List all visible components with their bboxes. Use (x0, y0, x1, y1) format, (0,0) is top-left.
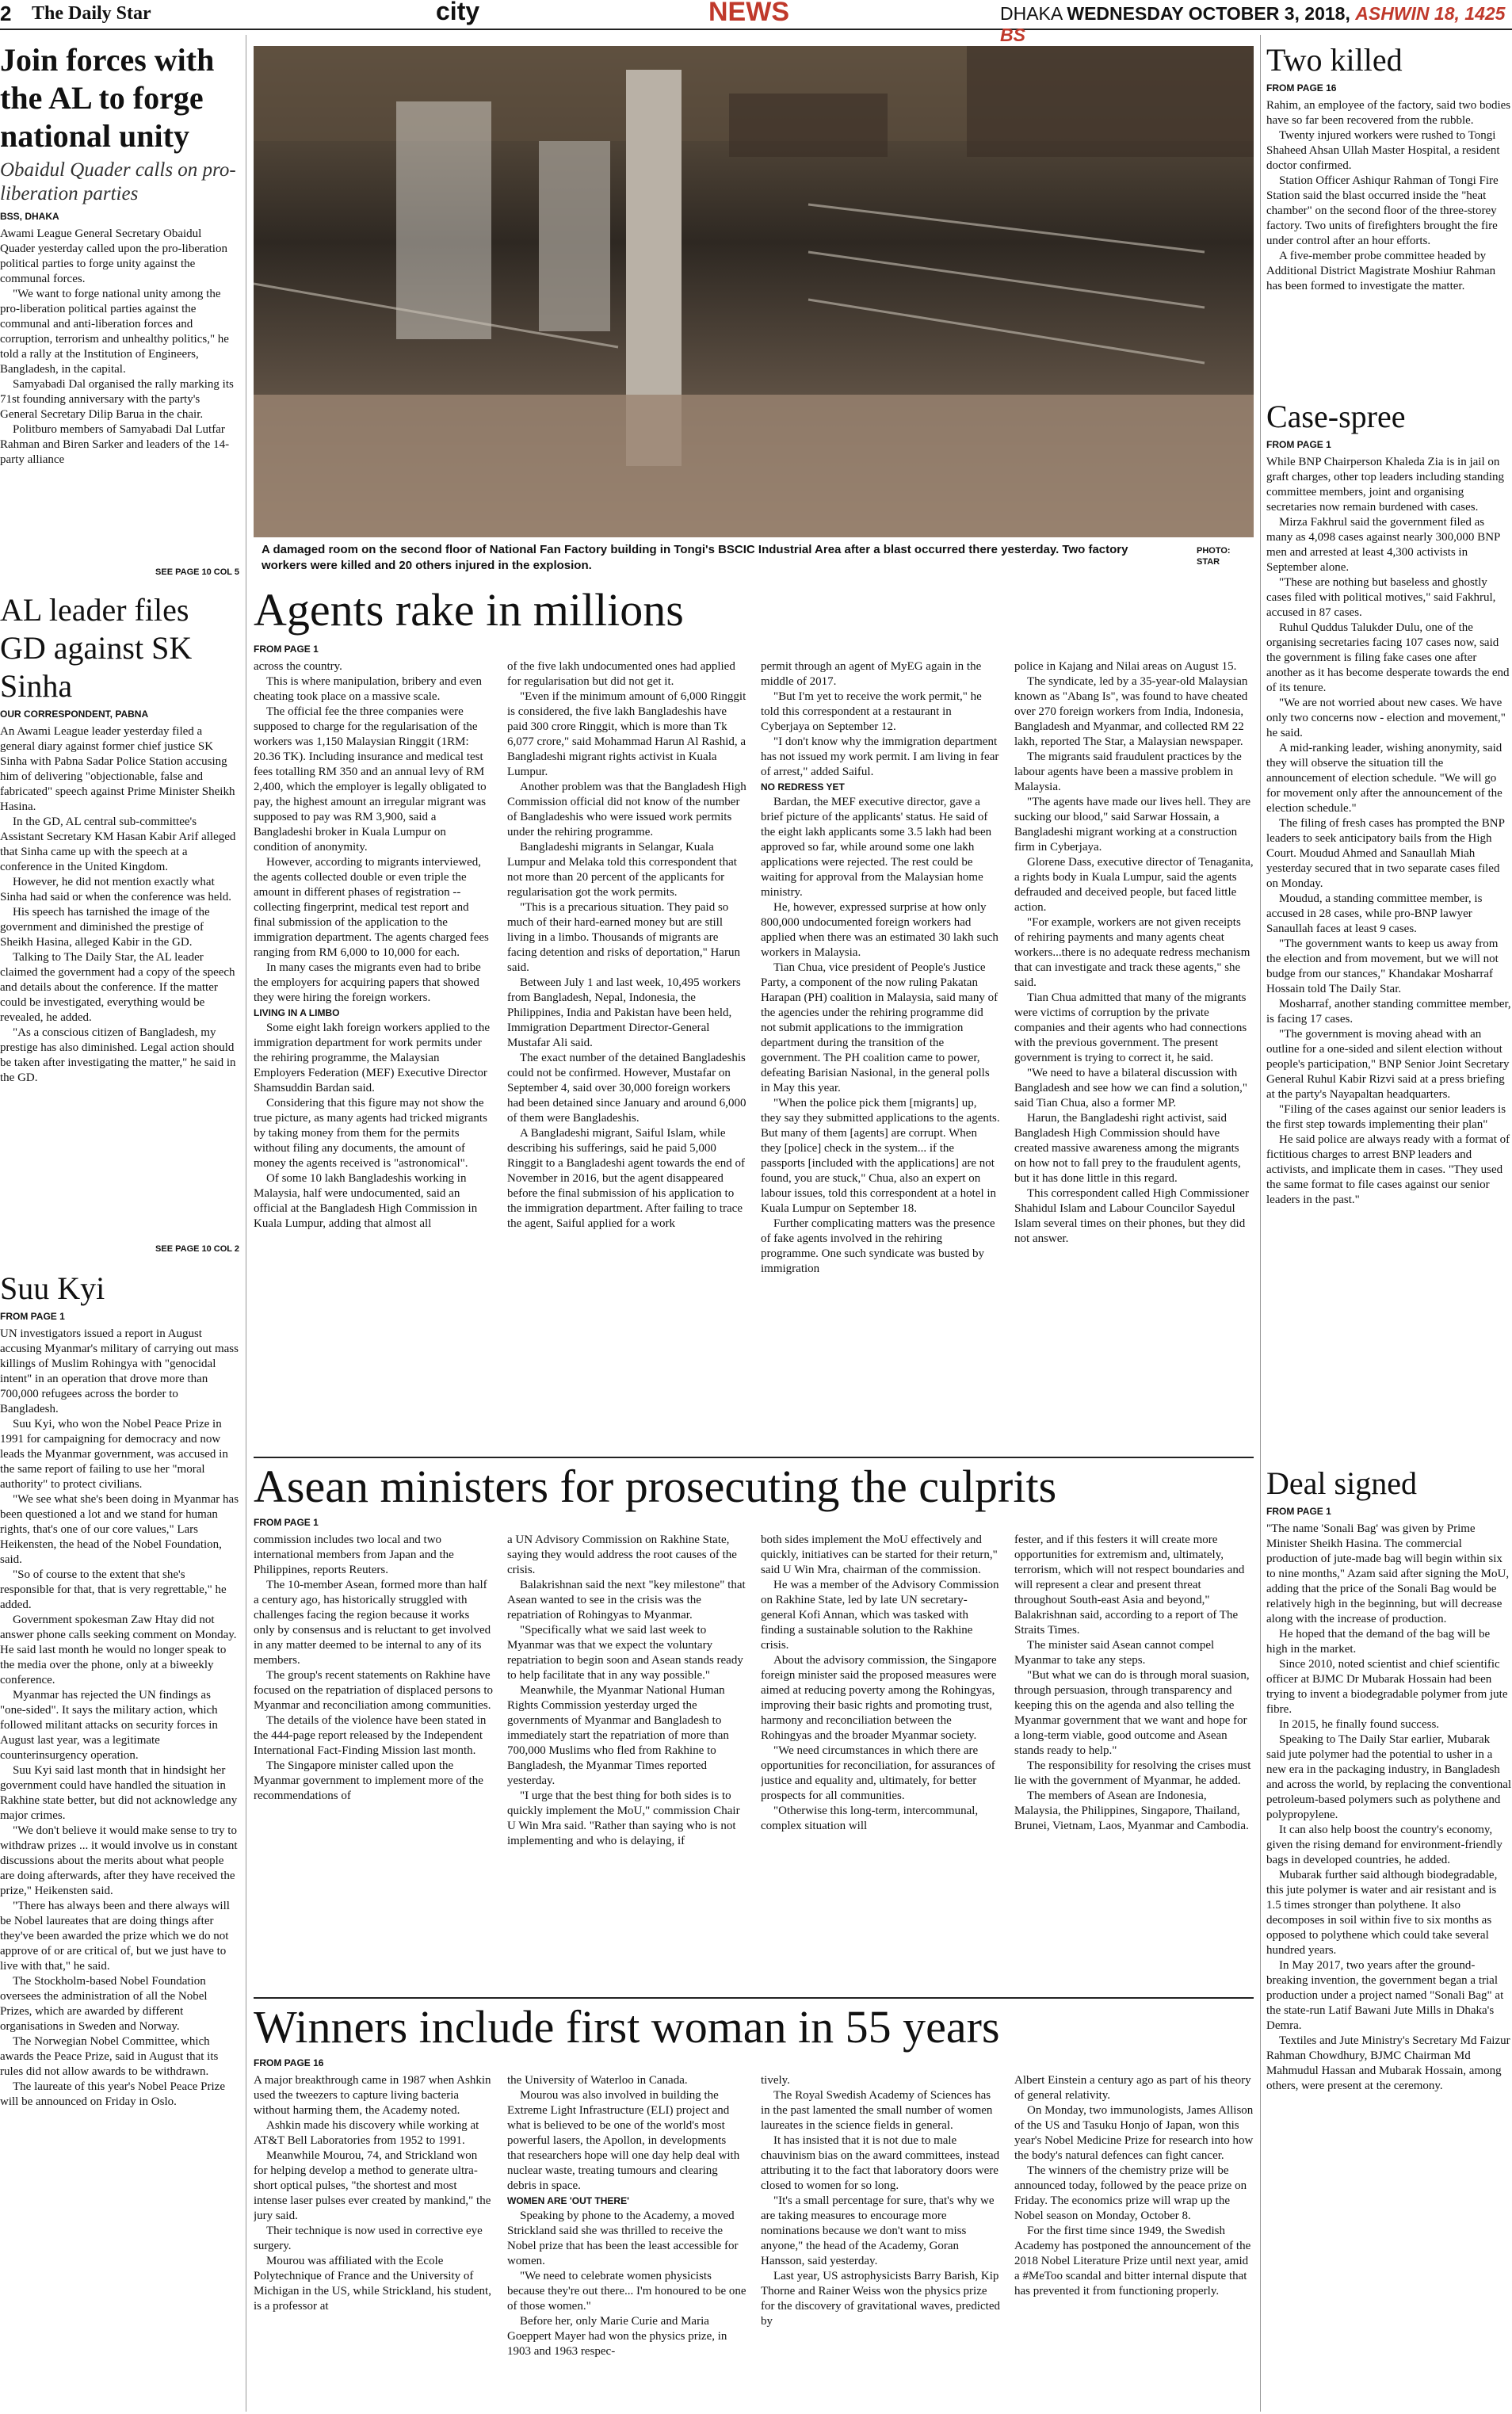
paragraph: Harun, the Bangladeshi right activist, said Bangladesh High Commission should have created massive awareness among the migrants on how not to fall prey to the fraudulent agents, but it has done little in this regard. (1014, 1111, 1241, 1185)
story-byline: FROM PAGE 1 (254, 1516, 319, 1528)
paragraph: Station Officer Ashiqur Rahman of Tongi Fire Station said the blast occurred inside the "heat chamber" on the second floor of the three-storey factory. Two units of firefighters brought the fire under control after an hour efforts. (1266, 174, 1499, 247)
story-body (1266, 98, 1512, 399)
story-column (761, 1533, 1000, 1866)
paragraph: The official fee the three companies were supposed to charge for the regularisation of the workers was 1,150 Malaysian Ringgit (1RM: 20.36 TK). Including insurance and medical test fees totalling RM 350 and an annual levy of RM 2,400, which the employer is legally obligated to pay, the highest amount an irregular migrant was supposed to pay was RM 3,900, said a Bangladeshi broker in Kuala Lumpur on condition of anonymity. (254, 705, 487, 854)
story-columns (254, 2073, 1254, 2414)
paragraph: "When the police pick them [migrants] up, they say they submitted applications to the agents. But many of them [agents] are corrupt. When they [police] check in the system... if the passports [included with the applications] are not found, you are stuck," Chua, also an expert on labour issues, told this correspondent at a hotel in Kuala Lumpur on September 18. (761, 1096, 1000, 1215)
story-winners (254, 2002, 1254, 2411)
paragraph: "We need to celebrate women physicists because they're out there... I'm honoured to be one of those women." (507, 2269, 746, 2313)
paragraph: A Bangladeshi migrant, Saiful Islam, while describing his sufferings, said he paid 5,000 Ringgit to a Bangladeshi agent towards the end of November in 2016, but the agent disappeared before the final submission of his application to the immigration department. After failing to trace the agent, Saiful applied for a work (507, 1126, 745, 1230)
story-agents-rake (254, 585, 1254, 1457)
newspaper-logo: The Daily Star (32, 3, 151, 24)
paragraph: tively. (761, 2073, 790, 2087)
story-column (254, 2073, 493, 2414)
story-column (1014, 659, 1254, 1452)
paragraph: Suu Kyi, who won the Nobel Peace Prize in 1991 for campaigning for democracy and now leads the Myanmar government, was accused in the same report of failing to use her "moral authority" to protect civilians. (0, 1418, 228, 1491)
story-case-spree (1266, 398, 1512, 1460)
paragraph: Speaking by phone to the Academy, a moved Strickland said she was thrilled to receive the Nobel prize that has been the least accessible for women. (507, 2209, 739, 2267)
paragraph: both sides implement the MoU effectively and quickly, initiatives can be started for their return," said U Win Mra, chairman of the commission. (761, 1533, 998, 1576)
paragraph: a UN Advisory Commission on Rakhine State, saying they would address the root causes of the crisis. (507, 1533, 737, 1576)
story-byline: BSS, DHAKA (0, 211, 59, 222)
paragraph: On Monday, two immunologists, James Allison of the US and Tasuku Honjo of Japan, won this year's Nobel Medicine Prize for research into how the body's natural defences can fight cancer. (1014, 2103, 1254, 2162)
paragraph: This is where manipulation, bribery and even cheating took place on a massive scale. (254, 674, 483, 703)
paragraph: "Specifically what we said last week to Myanmar was that we expect the voluntary repatriation to begin soon and Asean stands ready to help facilitate that in any way possible." (507, 1623, 743, 1682)
paragraph: "We see what she's been doing in Myanmar has been questioned a lot and we stand for human rights, that's one of our core values," Lars Heikensten, the head of the Nobel Foundation, said. (0, 1493, 239, 1566)
paragraph: "But I'm yet to receive the work permit," he told this correspondent at a restaurant in Cyberjaya on September 12. (761, 689, 982, 733)
paragraph: "But what we can do is through moral suasion, through persuasion, through transparency and keeping this on the agenda and also telling the Myanmar government that we want and hope for a long-term viable, good outcome and Asean stands ready to help." (1014, 1668, 1250, 1757)
paragraph: Meanwhile, the Myanmar National Human Rights Commission yesterday urged the governments of Myanmar and Bangladesh to immediately start the repatriation of more than 700,000 Muslims who fled from Rakhine to Bangladesh, the Myanmar Times reported yesterday. (507, 1683, 729, 1787)
story-column (1014, 2073, 1254, 2414)
story-column (1014, 1533, 1254, 1866)
story-asean (254, 1461, 1254, 1858)
story-byline: FROM PAGE 1 (254, 643, 319, 655)
see-page-link[interactable]: SEE PAGE 10 COL 5 (155, 567, 239, 577)
story-column (507, 2073, 746, 2414)
paragraph: The minister said Asean cannot compel Myanmar to take any steps. (1014, 1638, 1215, 1667)
see-page-link[interactable]: SEE PAGE 10 COL 2 (155, 1244, 239, 1254)
paragraph: "I urge that the best thing for both sides is to quickly implement the MoU," commission Chair U Win Mra said. "Rather than saying who is not implementing and who is delaying, if (507, 1789, 740, 1847)
photo-credit-name: STAR (1197, 557, 1220, 567)
paragraph: Last year, US astrophysicists Barry Barish, Kip Thorne and Rainer Weiss won the physics prize for the discovery of gravitational waves, predicted by (761, 2269, 1000, 2328)
paragraph: A mid-ranking leader, wishing anonymity, said they will observe the situation till the announcement of election schedule. "We will go for movement only after the announcement of the election schedule." (1266, 742, 1502, 815)
paragraph: "The name 'Sonali Bag' was given by Prime Minister Sheikh Hasina. The commercial production of jute-made bag will begin within six to nine months," Azam said after signing the MoU, adding that the price of the Sonali Bag would be relatively high in the beginning, but will decrease along with the increase of production. (1266, 1522, 1510, 1625)
paragraph: A five-member probe committee headed by Additional District Magistrate Moshiur Rahman has been formed to investigate the matter. (1266, 250, 1496, 292)
story-join-forces (0, 41, 239, 586)
subheading: WOMEN ARE 'OUT THERE' (507, 2194, 629, 2206)
paragraph: The laureate of this year's Nobel Peace Prize will be announced on Friday in Oslo. (0, 2080, 226, 2108)
paragraph: In 2015, he finally found success. (1279, 1718, 1440, 1731)
paragraph: the University of Waterloo in Canada. (507, 2073, 688, 2087)
paragraph: Ashkin made his discovery while working at AT&T Bell Laboratories from 1952 to 1991. (254, 2118, 479, 2147)
paragraph: Bangladeshi migrants in Selangar, Kuala Lumpur and Melaka told this correspondent that not more than 20 percent of the applicants for regularisation got the work permits. (507, 840, 737, 899)
paragraph: However, according to migrants interviewed, the agents collected double or even triple the amount in different phases of registration -- collecting fingerprint, medical test report and final submission of the application to the immigration department. The agents charged fees ranging from RM 6,000 to 10,000 for each. (254, 855, 489, 959)
paragraph: In the GD, AL central sub-committee's Assistant Secretary KM Hasan Kabir Arif alleged that Sinha came up with the speech at a conference in the United Kingdom. (0, 815, 236, 873)
paragraph: across the country. (254, 659, 342, 673)
paragraph: Politburo members of Samyabadi Dal Lutfar Rahman and Biren Sarker and leaders of the 14-party alliance (0, 423, 230, 466)
paragraph: The syndicate, led by a 35-year-old Malaysian known as "Abang Is", was found to have cheated over 270 foreign workers from India, Indonesia, Bangladesh and Myanmar, and collected RM 22 lakh, reported The Star, a Malaysian newspaper. (1014, 674, 1248, 748)
paragraph: "Otherwise this long-term, intercommunal, complex situation will (761, 1804, 979, 1832)
story-byline: FROM PAGE 1 (0, 1311, 65, 1322)
paragraph: Albert Einstein a century ago as part of his theory of general relativity. (1014, 2073, 1251, 2102)
photo-caption: A damaged room on the second floor of National Fan Factory building in Tongi's BSCIC Industrial Area after a blast occurred there yesterday. Two factory workers were killed and 20 others injured in the explosion. (262, 543, 1128, 572)
story-column (761, 2073, 1000, 2414)
paragraph: Considering that this figure may not show the true picture, as many agents had tricked migrants by taking money from them for the permits without filing any documents, the amount of money the agents received is "astronomical". (254, 1096, 487, 1170)
story-column (254, 659, 493, 1452)
paragraph: "These are nothing but baseless and ghostly cases filed with political motives," said Fakhrul, accused in 87 cases. (1266, 576, 1496, 619)
story-headline: Winners include first woman in 55 years (254, 2001, 1000, 2053)
paragraph: Government spokesman Zaw Htay did not answer phone calls seeking comment on Monday. He said last month he would no longer speak to the media over the phone, only at a biweekly conference. (0, 1614, 237, 1686)
paragraph: Speaking to The Daily Star earlier, Mubarak said jute polymer had the potential to usher in a new era in the packaging industry, in Bangladesh and across the world, by replacing the conventional petroleum-based polymers such as polythene and polypropylene. (1266, 1733, 1512, 1821)
paragraph: About the advisory commission, the Singapore foreign minister said the proposed measures were aimed at reducing poverty among the Rohingyas, improving their basic rights and promoting trust, harmony and reconciliation between the Rohingyas and the broader Myanmar society. (761, 1653, 997, 1742)
story-headline: Agents rake in millions (254, 584, 684, 636)
paragraph: The migrants said fraudulent practices by the labour agents have been a massive problem in Malaysia. (1014, 750, 1242, 793)
paragraph: Tian Chua, vice president of People's Justice Party, a component of the now ruling Pakatan Harapan (PH) coalition in Malaysia, said many of the agencies under the rehiring programme did not submit applications to the immigration department during the transition of the government. The PH coalition came to power, defeating Barisian Nasional, in the general polls in May this year. (761, 961, 998, 1094)
story-headline: Join forces with the AL to forge national unity (0, 42, 215, 154)
dateline-bangla: ASHWIN 18, 1425 BS (1000, 3, 1506, 45)
story-body (1266, 1522, 1512, 2409)
story-two-killed (1266, 41, 1512, 382)
paragraph: "Even if the minimum amount of 6,000 Ringgit is considered, the five lakh Bangladeshis have paid 300 crore Ringgit, which is more than Tk 6,077 crore," said Mohammad Harun Al Rashid, a Bangladeshi migrant rights activist in Kuala Lumpur. (507, 689, 746, 778)
story-suu-kyi (0, 1270, 239, 2411)
paragraph: Samyabadi Dal organised the rally marking its 71st founding anniversary with the party's General Secretary Dilip Barua in the chair. (0, 378, 234, 421)
paragraph: However, he did not mention exactly what Sinha had said or when the conference was held. (0, 876, 231, 903)
paragraph: commission includes two local and two international members from Japan and the Philippines, reports Reuters. (254, 1533, 454, 1576)
paragraph: This correspondent called High Commissioner Shahidul Islam and Labour Councilor Sayedul Islam several times on their phones, but they did not answer. (1014, 1186, 1249, 1245)
paragraph: "We don't believe it would make sense to try to withdraw prizes ... it would involve us in constant discussions about the merits about what people are doing afterwards, after they have received the prize," Heikensten said. (0, 1824, 238, 1897)
paragraph: "I don't know why the immigration department has not issued my work permit. I am living in fear of arrest," added Saiful. (761, 735, 999, 778)
subheading: LIVING IN A LIMBO (254, 1006, 340, 1018)
section-name: city (436, 0, 480, 25)
paragraph: Ruhul Quddus Talukder Dulu, one of the organising secretaries facing 107 cases now, said the government is filing fake cases one after another as it has become desperate towards the end of its tenure. (1266, 621, 1510, 694)
story-headline: Asean ministers for prosecuting the culprits (254, 1461, 1057, 1512)
paragraph: "It's a small percentage for sure, that's why we are taking measures to encourage more nominations because we don't want to miss anyone," the head of the Academy, Goran Hansson, said yesterday. (761, 2194, 995, 2267)
paragraph: Further complicating matters was the presence of fake agents involved in the rehiring programme. One such syndicate was busted by immigration (761, 1217, 995, 1275)
paragraph: "The agents have made our lives hell. They are sucking our blood," said Sarwar Hossain, a Bangladeshi migrant working at a construction firm in Cyberjaya. (1014, 795, 1250, 854)
dateline-city: DHAKA (1000, 3, 1062, 24)
paragraph: "The government is moving ahead with an outline for a one-sided and silent election without people's participation," BNP Senior Joint Secretary General Ruhul Kabir Rizvi said at a press briefing at the party's Nayapaltan headquarters. (1266, 1028, 1510, 1101)
paragraph: He, however, expressed surprise at how only 800,000 undocumented foreign workers had applied when there was an estimated 30 lakh such workers in Malaysia. (761, 900, 998, 959)
paragraph: "For example, workers are not given receipts of rehiring payments and many agents cheat workers...there is no adequate redress mechanism that can investigate and track these agents," she said. (1014, 915, 1250, 989)
paragraph: Mubarak further said although biodegradable, this jute polymer is water and air resistant and is 1.5 times stronger than polythene. It also decomposes in soil within five to six months as opposed to polythene which could take several hundred years. (1266, 1869, 1498, 1957)
paragraph: Meanwhile Mourou, 74, and Strickland won for helping develop a method to generate ultra-short optical pulses, "the shortest and most intense laser pulses ever created by mankind," the jury said. (254, 2149, 491, 2222)
subheading: NO REDRESS YET (761, 781, 845, 793)
paragraph: Moudud, a standing committee member, is accused in 28 cases, while pro-BNP lawyer Sanaullah faces at least 9 cases. (1266, 892, 1483, 935)
paragraph: The exact number of the detained Bangladeshis could not be confirmed. However, Mustafar on September 4, said over 30,000 foreign workers had been detained since January and around 6,000 of them were Bangladeshis. (507, 1051, 746, 1125)
column-rule-right (1260, 35, 1261, 2412)
paragraph: The responsibility for resolving the crises must lie with the government of Myanmar, he added. (1014, 1759, 1251, 1787)
story-columns (254, 659, 1254, 1452)
story-byline: FROM PAGE 1 (1266, 1506, 1331, 1517)
story-headline: Suu Kyi (0, 1270, 105, 1306)
photo-credit-label: PHOTO: (1197, 546, 1231, 556)
photo-credit (1197, 545, 1231, 567)
paragraph: It can also help boost the country's economy, given the rising demand for environment-friendly bags in developed countries, he added. (1266, 1824, 1502, 1866)
paragraph: Their technique is now used in corrective eye surgery. (254, 2224, 483, 2252)
paragraph: "The government wants to keep us away from the election and from movement, but we will not budge from our stances," Khandakar Mosharraf Hossain told The Daily Star. (1266, 938, 1499, 995)
paragraph: For the first time since 1949, the Swedish Academy has postponed the announcement of the 2018 Nobel Literature Prize until next year, amid a #MeToo scandal and bitter internal dispute that has prevented it from functioning properly. (1014, 2224, 1251, 2298)
paragraph: Mourou was also involved in building the Extreme Light Infrastructure (ELI) project and what is believed to be one of the world's most powerful lasers, the Apollon, in developments that researchers hope will one day help deal with nuclear waste, treating tumours and clearing debris in space. (507, 2088, 740, 2192)
paragraph: The Stockholm-based Nobel Foundation oversees the administration of all the Nobel Prizes, which are awarded by different organisations in Sweden and Norway. (0, 1975, 208, 2033)
paragraph: "This is a precarious situation. They paid so much of their hard-earned money but are still living in a limbo. Thousands of migrants are facing detention and risks of deportation," Harun said. (507, 900, 740, 974)
paragraph: The 10-member Asean, formed more than half a century ago, has historically struggled with challenges facing the region because it works only by consensus and is reluctant to get involved in any matter deemed to be internal to any of its members. (254, 1578, 491, 1667)
paragraph: The filing of fresh cases has prompted the BNP leaders to seek anticipatory bails from the High Court. Moudud Ahmed and Sanaullah Miah yesterday secured that in two separate cases filed on Monday. (1266, 817, 1505, 890)
paragraph: The Royal Swedish Academy of Sciences has in the past lamented the small number of women laureates in the science fields in general. (761, 2088, 993, 2132)
story-byline: FROM PAGE 1 (1266, 439, 1331, 450)
paragraph: Mirza Fakhrul said the government filed as many as 4,098 cases against nearly 300,000 BNP men and arrested at least 4,300 activists in September alone. (1266, 516, 1500, 574)
dateline-date: WEDNESDAY OCTOBER 3, 2018, (1067, 3, 1350, 24)
category-label: NEWS (708, 0, 789, 27)
story-columns (254, 1533, 1254, 1866)
story-headline: Two killed (1266, 42, 1403, 78)
paragraph: Awami League General Secretary Obaidul Quader yesterday called upon the pro-liberation political parties to forge unity against the communal forces. (0, 227, 227, 285)
story-byline: FROM PAGE 16 (1266, 82, 1337, 94)
story-column (507, 659, 746, 1452)
paragraph: The details of the violence have been stated in the 444-page report released by the Independent International Fact-Finding Mission last month. (254, 1713, 487, 1757)
paragraph: Mosharraf, another standing committee member, is facing 17 cases. (1266, 998, 1511, 1026)
factory-damage-photo (254, 46, 1254, 537)
paragraph: The Singapore minister called upon the Myanmar government to implement more of the recommendations of (254, 1759, 483, 1802)
story-column (254, 1533, 493, 1866)
paragraph: It has insisted that it is not due to male chauvinism bias on the award committees, instead attributing it to the fact that laboratory doors were closed to women for so long. (761, 2133, 1000, 2192)
section-divider (254, 1997, 1254, 1999)
paragraph: He was a member of the Advisory Commission on Rakhine State, led by late UN secretary-general Kofi Annan, which was tasked with finding a sustainable solution to the Rakhine crisis. (761, 1578, 999, 1652)
paragraph: "We need circumstances in which there are opportunities for reconciliation, for assurances of justice and equality and, ultimately, for better prospects for all communities. (761, 1744, 995, 1802)
story-deal-signed (1266, 1465, 1512, 2411)
paragraph: "There has always been and there always will be Nobel laureates that are doing things after they've been awarded the prize which we do not approve of or are critical of, but we just have to live with that," he said. (0, 1900, 230, 1973)
paragraph: His speech has tarnished the image of the government and diminished the prestige of Sheikh Hasina, alleged Kabir in the GD. (0, 906, 210, 949)
story-byline: OUR CORRESPONDENT, PABNA (0, 709, 149, 720)
story-body (0, 227, 239, 567)
paragraph: Bardan, the MEF executive director, gave a brief picture of the applicants' status. He said of the eight lakh applicants some 3.5 lakh had been approved so far, while around some one lakh applications were rejected. The rest could be waiting for approval from the Malaysian home ministry. (761, 795, 992, 899)
paragraph: "We need to have a bilateral discussion with Bangladesh and see how we can find a solution," said Tian Chua, also a former MP. (1014, 1066, 1247, 1110)
paragraph: While BNP Chairperson Khaleda Zia is in jail on graft charges, other top leaders including standing committee members, joint and organising secretaries now remain burdened with cases. (1266, 456, 1505, 514)
photo-illustration (254, 46, 1254, 537)
paragraph: The Norwegian Nobel Committee, which awards the Peace Prize, said in August that its rules did not allow awards to be withdrawn. (0, 2035, 219, 2078)
paragraph: police in Kajang and Nilai areas on August 15. (1014, 659, 1237, 673)
paragraph: Before her, only Marie Curie and Maria Goeppert Mayer had won the physics prize, in 1903 and 1963 respec- (507, 2314, 727, 2358)
paragraph: "So of course to the extent that she's responsible for that, that is very regrettable," he added. (0, 1568, 227, 1611)
paragraph: The group's recent statements on Rakhine have focused on the repatriation of displaced persons to Myanmar and reconciliation among communities. (254, 1668, 493, 1712)
story-headline: Case-spree (1266, 399, 1406, 434)
story-column (507, 1533, 746, 1866)
paragraph: Of some 10 lakh Bangladeshis working in Malaysia, half were undocumented, said an official at the Bangladesh High Commission in Kuala Lumpur, adding that almost all (254, 1171, 478, 1230)
paragraph: Since 2010, noted scientist and chief scientific officer at BJMC Dr Mubarak Hossain had been trying to invent a biodegradable polymer from jute fibre. (1266, 1658, 1508, 1716)
paragraph: Rahim, an employee of the factory, said two bodies have so far been recovered from the rubble. (1266, 99, 1511, 127)
paragraph: Myanmar has rejected the UN findings as "one-sided". It says the military action, which followed militant attacks on security forces in August last year, was a legitimate counterinsurgency operation. (0, 1689, 218, 1762)
paragraph: UN investigators issued a report in August accusing Myanmar's military of carrying out mass killings of Muslim Rohingya with "genocidal intent" in an operation that drove more than 700,000 refugees across the border to Bangladesh. (0, 1327, 239, 1415)
paragraph: In May 2017, two years after the ground-breaking invention, the government began a trial production under a project named "Sonali Bag" at the state-run Latif Bawani Jute Mills in Dhaka's Demra. (1266, 1959, 1504, 2032)
story-headline: Deal signed (1266, 1465, 1417, 1501)
section-divider (254, 1457, 1254, 1458)
paragraph: "We are not worried about new cases. We have only two concerns now - election and movement," he said. (1266, 697, 1506, 739)
paragraph: In many cases the migrants even had to bribe the employers for acquiring papers that showed they were hiring the foreign workers. (254, 961, 481, 1004)
paragraph: Another problem was that the Bangladesh High Commission official did not know of the number of Bangladeshis who were issued work permits under the rehiring programme. (507, 780, 746, 838)
paragraph: Glorene Dass, executive director of Tenaganita, a rights body in Kuala Lumpur, said the agents defrauded and deceived people, but faced little action. (1014, 855, 1254, 914)
paragraph: "Filing of the cases against our senior leaders is the first step towards implementing their plan" (1266, 1103, 1506, 1131)
story-body (0, 1327, 239, 2412)
paragraph: The winners of the chemistry prize will be announced today, followed by the peace prize on Friday. The economics prize will wrap up the Nobel season on Monday, October 8. (1014, 2164, 1247, 2222)
story-headline: AL leader files GD against SK Sinha (0, 592, 193, 704)
paragraph: Twenty injured workers were rushed to Tongi Shaheed Ahsan Ullah Master Hospital, a resident doctor confirmed. (1266, 129, 1500, 172)
paragraph: He said police are always ready with a format of fictitious charges to arrest BNP leaders and activists, and implicate them in cases. "They used the same format to file cases against our senior leaders in the past." (1266, 1133, 1510, 1206)
paragraph: Suu Kyi said last month that in hindsight her government could have handled the situation in Rakhine state better, but did not acknowledge any major crimes. (0, 1764, 238, 1822)
paragraph: Some eight lakh foreign workers applied to the immigration department for work permits under the rehiring programme, the Malaysian Employers Federation (MEF) Executive Director Shamsuddin Bardan said. (254, 1021, 491, 1094)
paragraph: A major breakthrough came in 1987 when Ashkin used the tweezers to capture living bacteria without harming them, the Academy noted. (254, 2073, 491, 2117)
paragraph: The members of Asean are Indonesia, Malaysia, the Philippines, Singapore, Thailand, Brunei, Vietnam, Laos, Myanmar and Cambodia. (1014, 1789, 1249, 1832)
paragraph: of the five lakh undocumented ones had applied for regularisation but did not get it. (507, 659, 735, 688)
paragraph: Tian Chua admitted that many of the migrants were victims of corruption by the private companies and their agents who had connections with the previous government. The present government is trying to correct it, he said. (1014, 991, 1247, 1064)
paragraph: Mourou was affiliated with the Ecole Polytechnique of France and the University of Michigan in the US, while Strickland, his student, is a professor at (254, 2254, 491, 2313)
paragraph: He hoped that the demand of the bag will be high in the market. (1266, 1628, 1491, 1656)
paragraph: Between July 1 and last week, 10,495 workers from Bangladesh, Nepal, Indonesia, the Philippines, India and Pakistan have been held, Immigration Department Director-General Mustafar Ali said. (507, 976, 741, 1049)
paragraph: Talking to The Daily Star, the AL leader claimed the government had a copy of the speech and details about the conference. If the matter could be investigated, everything would be revealed, he added. (0, 951, 235, 1024)
story-gd-sinha (0, 591, 239, 1297)
paragraph: "As a conscious citizen of Bangladesh, my prestige has also diminished. Legal action should be taken after investigating the matter," he said in the GD. (0, 1026, 236, 1084)
paragraph: Balakrishnan said the next "key milestone" that Asean wanted to see in the crisis was the repatriation of Rohingyas to Myanmar. (507, 1578, 746, 1621)
paragraph: permit through an agent of MyEG again in the middle of 2017. (761, 659, 982, 688)
paragraph: "We want to forge national unity among the pro-liberation political parties against the communal and anti-liberation forces and corruption, terrorism and unhealthy politics," he told a rally at the Institution of Engineers, Bangladesh, in the capital. (0, 288, 229, 376)
paragraph: An Awami League leader yesterday filed a general diary against former chief justice SK Sinha with Pabna Sadar Police Station accusing him of delivering "objectionable, false and fabricated" speech against Prime Minister Sheikh Hasina. (0, 725, 235, 813)
page-number: 2 (0, 2, 12, 25)
paragraph: Textiles and Jute Ministry's Secretary Md Faizur Rahman Chowdhury, BJMC Chairman Md Mahmudul Hassan and Mubarak Hossain, among others, were present at the ceremony. (1266, 2034, 1510, 2092)
story-byline: FROM PAGE 16 (254, 2057, 324, 2068)
story-column (761, 659, 1000, 1452)
story-subhead: Obaidul Quader calls on pro-liberation parties (0, 159, 236, 204)
dateline (1000, 3, 1512, 46)
story-body (0, 724, 239, 1244)
story-body (1266, 455, 1512, 1461)
paragraph: fester, and if this festers it will create more opportunities for extremism and, ultimately, terrorism, which will not respect boundaries and will represent a clear and present threat throughout South-east Asia and beyond," Balakrishnan said, according to a report of The Straits Times. (1014, 1533, 1245, 1637)
